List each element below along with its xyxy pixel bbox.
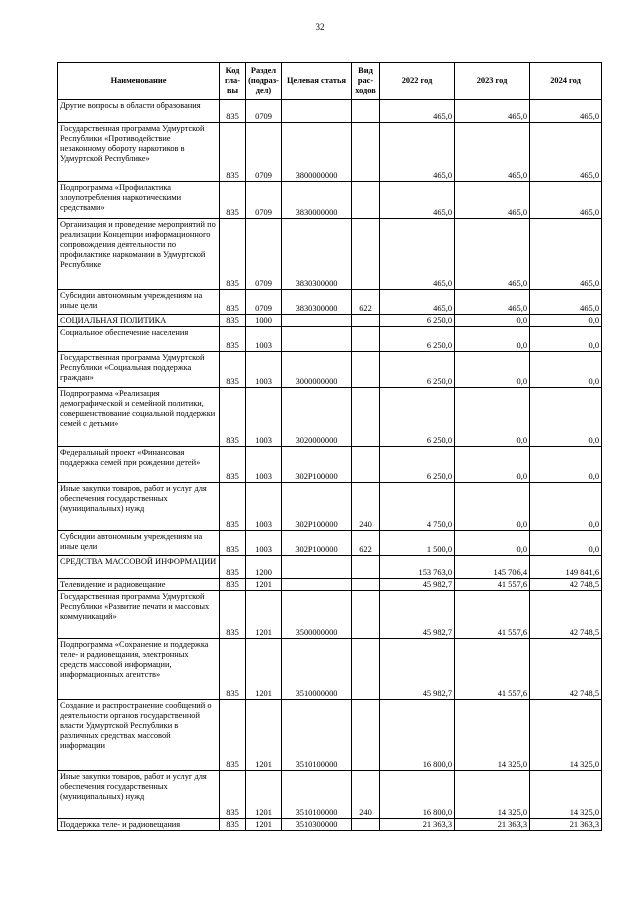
table-row [58,531,602,556]
row-csr: 302P100000 [282,483,352,531]
row-2023: 145 706,4 [455,556,530,579]
header-2024: 2024 год [530,63,602,100]
row-ved: 835 [220,219,246,290]
row-2023: 465,0 [455,100,530,123]
row-razdel: 1201 [246,700,282,771]
row-2022: 6 250,0 [380,447,455,483]
row-vr [352,447,380,483]
table-row [58,290,602,315]
row-2024: 465,0 [530,219,602,290]
row-2024: 0,0 [530,388,602,447]
row-name: Другие вопросы в области образования [58,100,220,123]
row-razdel: 1201 [246,639,282,700]
row-ved: 835 [220,315,246,327]
row-2022: 16 800,0 [380,771,455,819]
row-2024: 14 325,0 [530,700,602,771]
row-2022: 16 800,0 [380,700,455,771]
row-2024: 0,0 [530,447,602,483]
row-2024: 465,0 [530,123,602,182]
row-razdel: 1200 [246,556,282,579]
header-2023: 2023 год [455,63,530,100]
row-2024: 0,0 [530,483,602,531]
row-vr [352,819,380,831]
table-row [58,700,602,771]
row-name: Государственная программа Удмуртской Республики «Развитие печати и массовых коммуникаций» [58,591,220,639]
row-2022: 6 250,0 [380,315,455,327]
header-ved: Код гла- вы [220,63,246,100]
row-ved: 835 [220,700,246,771]
row-ved: 835 [220,182,246,219]
row-name: Создание и распространение сообщений о деятельности органов государственной власти Удмуртской Республики в различных средствах массовой информации [58,700,220,771]
row-2023: 14 325,0 [455,771,530,819]
row-2023: 0,0 [455,352,530,388]
row-ved: 835 [220,591,246,639]
budget-table [57,62,602,831]
row-2023: 0,0 [455,531,530,556]
row-2022: 465,0 [380,123,455,182]
row-name: Субсидии автономным учреждениям на иные цели [58,531,220,556]
row-2023: 0,0 [455,388,530,447]
row-2024: 42 748,5 [530,639,602,700]
row-razdel: 1003 [246,388,282,447]
header-2022: 2022 год [380,63,455,100]
row-csr [282,100,352,123]
row-2023: 465,0 [455,182,530,219]
row-ved: 835 [220,100,246,123]
row-razdel: 1201 [246,819,282,831]
row-ved: 835 [220,639,246,700]
row-csr: 3510000000 [282,639,352,700]
row-2023: 0,0 [455,315,530,327]
row-2022: 45 982,7 [380,639,455,700]
row-ved: 835 [220,327,246,352]
row-name: Государственная программа Удмуртской Республики «Противодействие незаконному обороту наркотиков в Удмуртской Республике» [58,123,220,182]
row-name: СРЕДСТВА МАССОВОЙ ИНФОРМАЦИИ [58,556,220,579]
row-2023: 465,0 [455,290,530,315]
row-vr [352,100,380,123]
row-csr: 3510100000 [282,771,352,819]
row-csr: 3510300000 [282,819,352,831]
row-ved: 835 [220,388,246,447]
row-2022: 465,0 [380,290,455,315]
row-name: Организация и проведение мероприятий по реализации Концепции информационного сопровождения деятельности по профилактике наркомании в Удмуртской Республике [58,219,220,290]
table-row [58,447,602,483]
row-vr [352,352,380,388]
row-csr: 3800000000 [282,123,352,182]
row-2024: 0,0 [530,327,602,352]
row-csr: 3000000000 [282,352,352,388]
row-name: Субсидии автономным учреждениям на иные цели [58,290,220,315]
row-ved: 835 [220,819,246,831]
table-row [58,123,602,182]
row-2022: 1 500,0 [380,531,455,556]
row-ved: 835 [220,290,246,315]
row-name: Телевидение и радиовещание [58,579,220,591]
row-name: Иные закупки товаров, работ и услуг для обеспечения государственных (муниципальных) нужд [58,483,220,531]
row-ved: 835 [220,352,246,388]
row-name: Иные закупки товаров, работ и услуг для обеспечения государственных (муниципальных) нужд [58,771,220,819]
row-2024: 21 363,3 [530,819,602,831]
table-row [58,483,602,531]
row-vr [352,639,380,700]
table-row [58,219,602,290]
row-razdel: 0709 [246,100,282,123]
row-2022: 45 982,7 [380,579,455,591]
row-csr [282,327,352,352]
table-row [58,182,602,219]
row-name: СОЦИАЛЬНАЯ ПОЛИТИКА [58,315,220,327]
row-2022: 465,0 [380,182,455,219]
row-2023: 14 325,0 [455,700,530,771]
row-2022: 465,0 [380,100,455,123]
row-csr [282,315,352,327]
row-vr [352,182,380,219]
row-razdel: 0709 [246,182,282,219]
row-vr [352,327,380,352]
row-2023: 0,0 [455,483,530,531]
row-name: Поддержка теле- и радиовещания [58,819,220,831]
row-vr [352,388,380,447]
row-ved: 835 [220,771,246,819]
row-2024: 42 748,5 [530,591,602,639]
row-2023: 0,0 [455,447,530,483]
row-2022: 153 763,0 [380,556,455,579]
row-razdel: 1003 [246,447,282,483]
row-2023: 465,0 [455,219,530,290]
header-vr: Вид рас- ходов [352,63,380,100]
row-2022: 6 250,0 [380,388,455,447]
row-ved: 835 [220,579,246,591]
row-name: Федеральный проект «Финансовая поддержка семей при рождении детей» [58,447,220,483]
table-row [58,100,602,123]
row-name: Государственная программа Удмуртской Республики «Социальная поддержка граждан» [58,352,220,388]
row-2022: 4 750,0 [380,483,455,531]
row-name: Подпрограмма «Сохранение и поддержка теле- и радиовещания, электронных средств массовой информации, информационных агентств» [58,639,220,700]
row-csr: 3500000000 [282,591,352,639]
row-vr [352,556,380,579]
row-razdel: 1201 [246,591,282,639]
row-2023: 41 557,6 [455,639,530,700]
row-csr [282,579,352,591]
row-ved: 835 [220,123,246,182]
row-2024: 0,0 [530,315,602,327]
row-csr: 302P100000 [282,531,352,556]
row-vr [352,591,380,639]
row-2024: 465,0 [530,100,602,123]
row-vr: 622 [352,290,380,315]
table-row [58,819,602,831]
row-csr: 3510100000 [282,700,352,771]
row-razdel: 0709 [246,219,282,290]
row-razdel: 0709 [246,290,282,315]
row-name: Социальное обеспечение населения [58,327,220,352]
row-razdel: 1201 [246,579,282,591]
row-2022: 45 982,7 [380,591,455,639]
row-2022: 6 250,0 [380,352,455,388]
header-csr: Целевая статья [282,63,352,100]
table-header-row [58,63,602,100]
row-2024: 42 748,5 [530,579,602,591]
table-row [58,771,602,819]
row-razdel: 0709 [246,123,282,182]
table-row [58,315,602,327]
row-razdel: 1003 [246,327,282,352]
row-name: Подпрограмма «Профилактика злоупотребления наркотическими средствами» [58,182,220,219]
row-vr [352,219,380,290]
row-vr [352,315,380,327]
header-name: Наименование [58,63,220,100]
row-razdel: 1000 [246,315,282,327]
row-2024: 465,0 [530,290,602,315]
row-2024: 149 841,6 [530,556,602,579]
row-2024: 0,0 [530,531,602,556]
row-csr: 3830000000 [282,182,352,219]
table-row [58,639,602,700]
row-razdel: 1003 [246,531,282,556]
row-2022: 21 363,3 [380,819,455,831]
row-name: Подпрограмма «Реализация демографической и семейной политики, совершенствование социальной поддержки семей с детьми» [58,388,220,447]
row-csr: 3020000000 [282,388,352,447]
header-razdel: Раздел (подраз- дел) [246,63,282,100]
row-2023: 41 557,6 [455,591,530,639]
row-ved: 835 [220,556,246,579]
row-razdel: 1201 [246,771,282,819]
row-vr: 240 [352,483,380,531]
row-2024: 0,0 [530,352,602,388]
row-csr: 3830300000 [282,290,352,315]
row-2024: 465,0 [530,182,602,219]
row-csr: 3830300000 [282,219,352,290]
row-csr [282,556,352,579]
row-2023: 21 363,3 [455,819,530,831]
row-vr: 240 [352,771,380,819]
row-razdel: 1003 [246,483,282,531]
row-vr [352,579,380,591]
table-row [58,388,602,447]
row-razdel: 1003 [246,352,282,388]
page-number: 32 [315,22,325,32]
row-ved: 835 [220,483,246,531]
table-row [58,579,602,591]
table-row [58,591,602,639]
row-ved: 835 [220,531,246,556]
table-row [58,556,602,579]
row-vr [352,123,380,182]
row-ved: 835 [220,447,246,483]
row-2023: 41 557,6 [455,579,530,591]
row-2023: 465,0 [455,123,530,182]
row-vr [352,700,380,771]
row-vr: 622 [352,531,380,556]
table-row [58,352,602,388]
table-row [58,327,602,352]
row-2022: 465,0 [380,219,455,290]
row-2024: 14 325,0 [530,771,602,819]
row-2022: 6 250,0 [380,327,455,352]
row-2023: 0,0 [455,327,530,352]
row-csr: 302P100000 [282,447,352,483]
